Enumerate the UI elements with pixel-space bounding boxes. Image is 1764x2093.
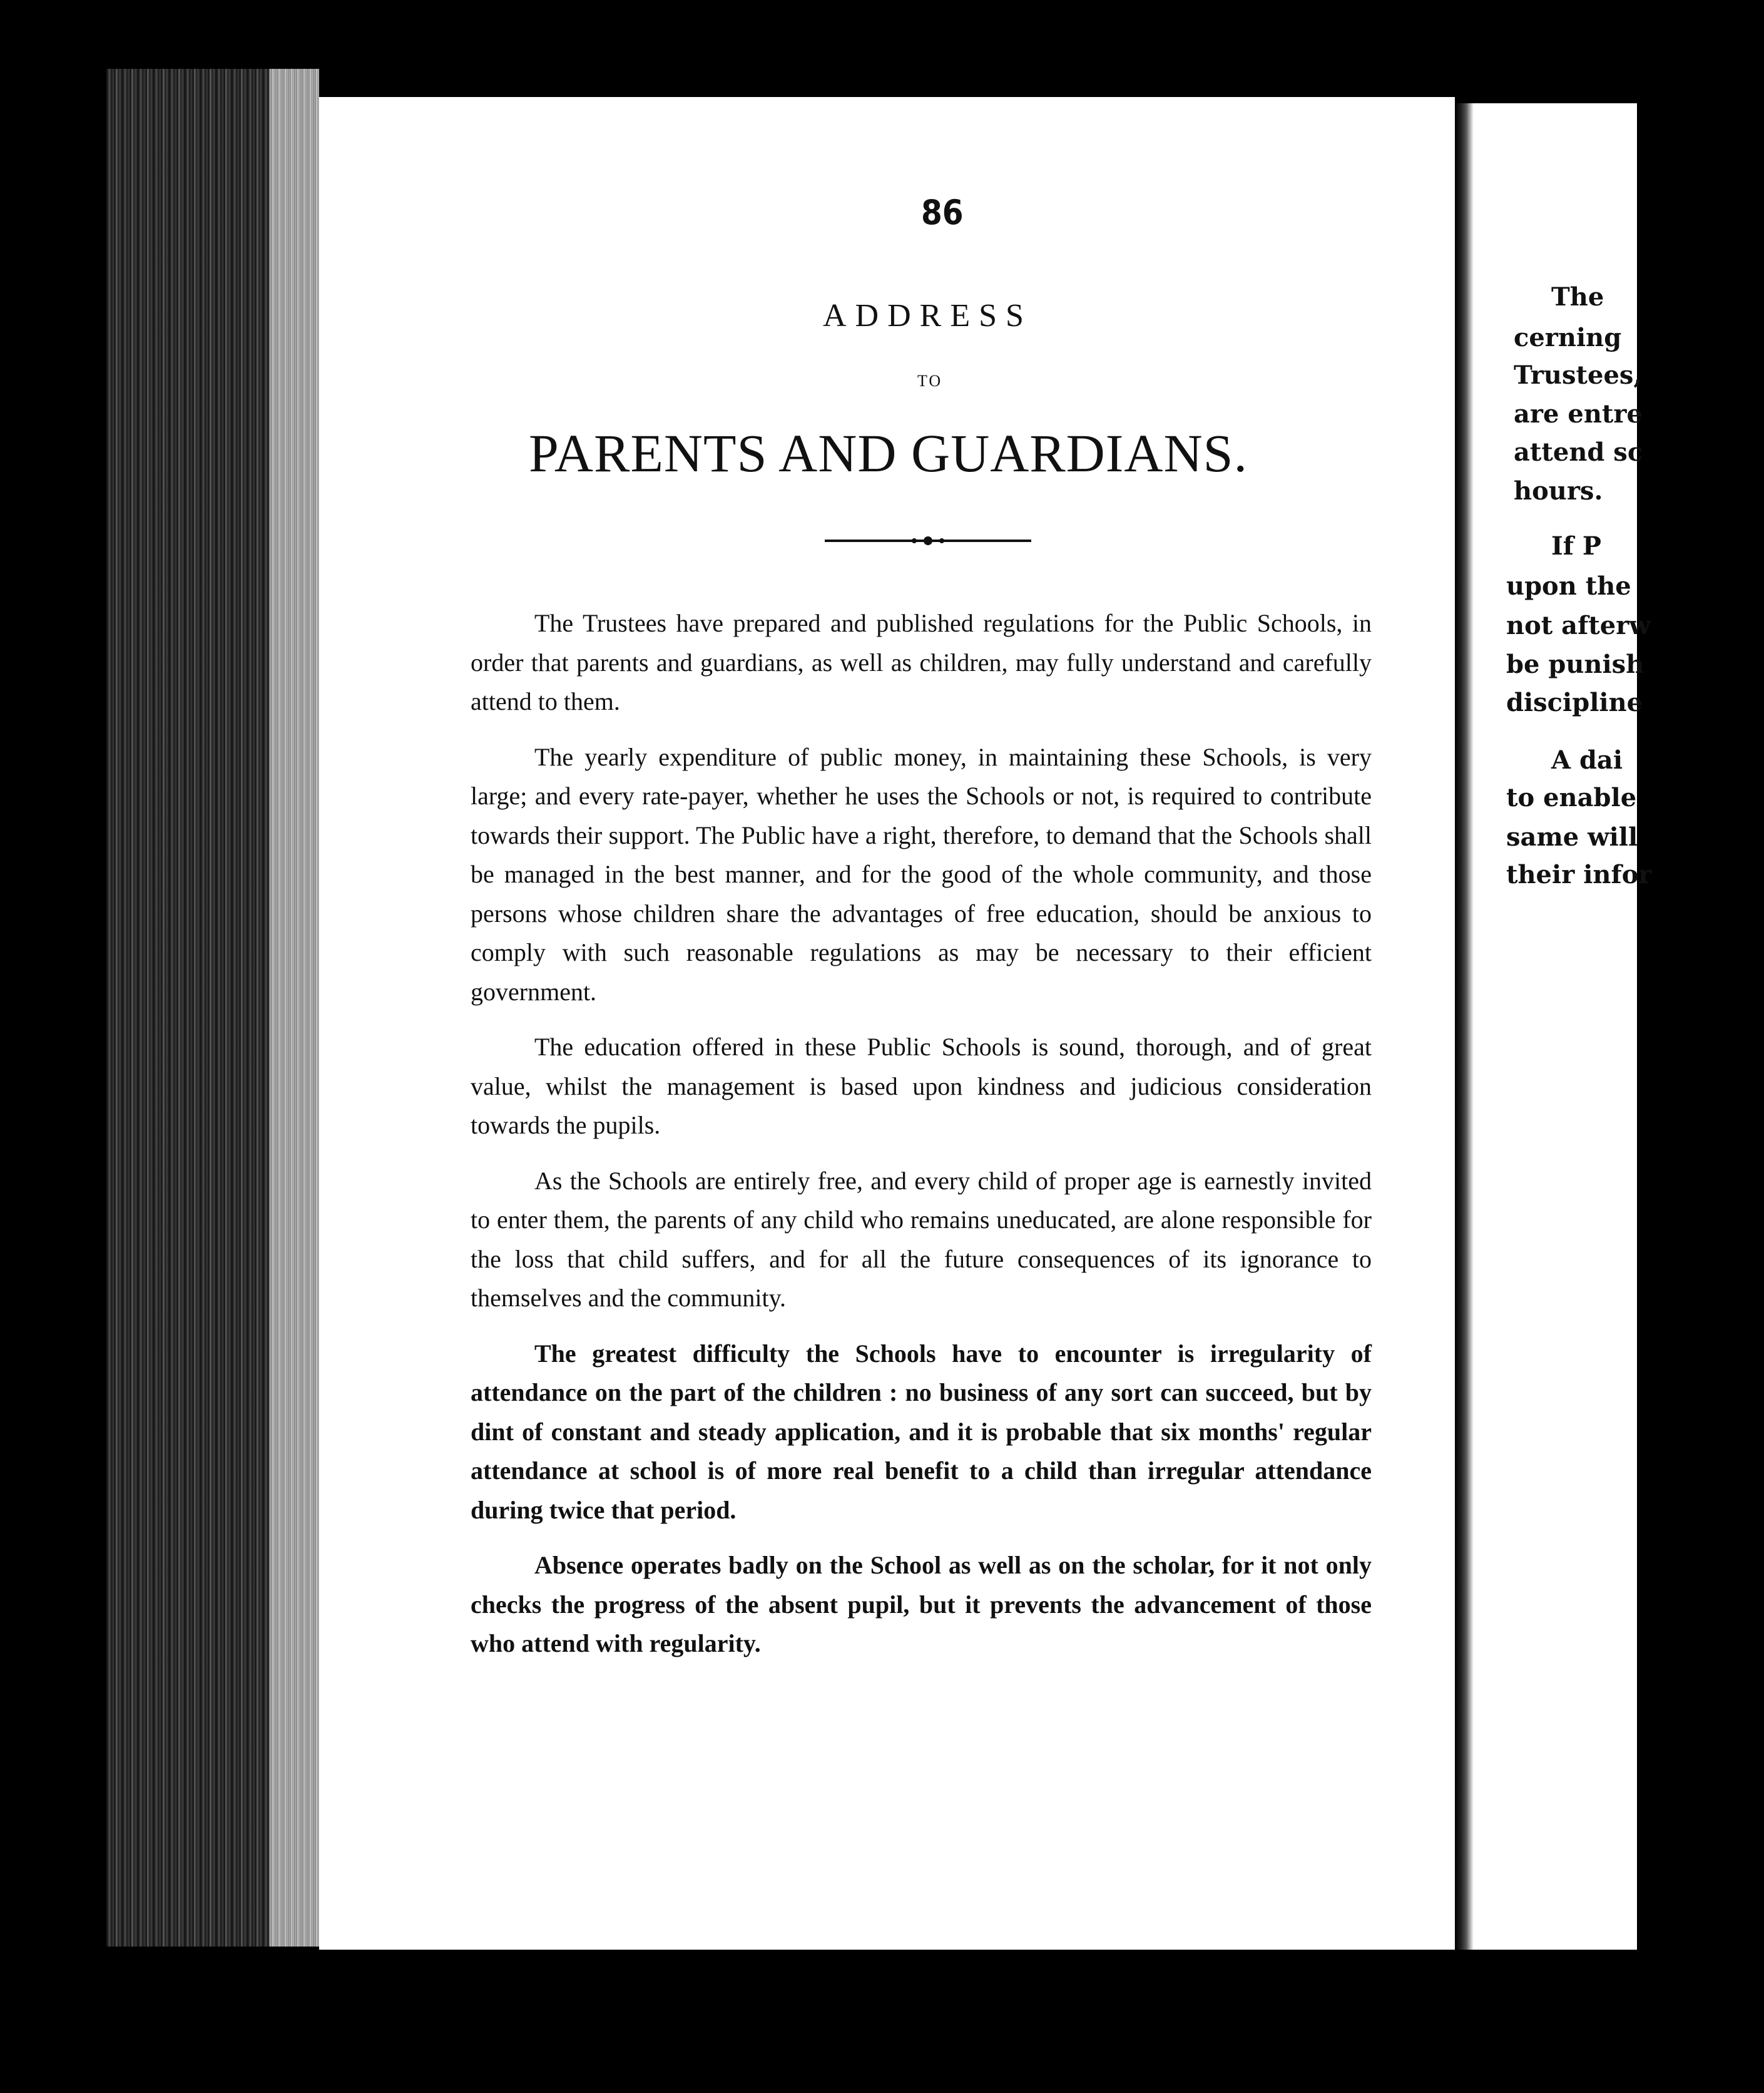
book-spine [106,69,319,1947]
right-page [1455,103,1652,1950]
paragraph: The education offered in these Public Schools is sound, thorough, and of great value, whilst the management is based upon kindness and judicious consideration towards the pupils. [471,1033,1372,1139]
right-line: cerning [1514,323,1622,352]
right-line: their infor [1506,860,1652,889]
page-title: PARENTS AND GUARDIANS. [529,423,1248,483]
right-line: not afterw [1506,611,1651,640]
divider-ornament-icon [825,536,1031,546]
page-gutter-shadow [1455,103,1474,1950]
title-address: ADDRESS [823,298,1032,334]
right-line: A dai [1551,745,1623,775]
paragraph: As the Schools are entirely free, and every child of proper age is earnestly invited to enter them, the parents of any child who remains uneducated, are alone responsible for the loss that child suffers, and for all the future consequences of its ignorance to themselves and the community. [471,1166,1372,1312]
paragraph: The yearly expenditure of public money, in maintaining these Schools, is very large; and every rate-payer, whether he uses the Schools or not, is required to contribute towards their support. The Public have a right, therefore, to demand that the Schools shall be managed in the best manner, and for the good of the whole community, and those persons whose children share the advantages of free education, should be anxious to comply with such reasonable regulations as may be necessary to their efficient government. [471,742,1372,1006]
right-line: The [1551,282,1604,312]
right-line: to enable [1506,783,1637,812]
right-line: are entre [1514,399,1643,429]
right-line: If P [1551,531,1601,561]
paragraph: Absence operates badly on the School as well as on the scholar, for it not only checks the progress of the absent pupil, but it prevents the advancement of those who attend with regularity. [471,1551,1372,1657]
paragraph: The greatest difficulty the Schools have to encounter is irregularity of attendance on the part of the children : no business of any sort can succeed, but by dint of constant and steady application, and it is probable that six months' regular attendance at school is of more real benefit to a child than irregular attendance during twice that period. [471,1339,1372,1524]
right-line: same will [1506,822,1638,852]
right-line: hours. [1514,476,1603,506]
right-line: discipline [1506,688,1643,717]
right-line: be punish [1506,650,1644,679]
right-line: Trustees, [1514,361,1643,390]
page-number: 86 [921,193,964,232]
right-line: attend sc [1514,438,1643,467]
title-to: TO [917,372,943,390]
right-line: upon the [1506,571,1631,601]
paragraph: The Trustees have prepared and published regulations for the Public Schools, in order that parents and guardians, as well as children, may fully understand and carefully attend to them. [471,609,1372,715]
address-body [471,604,1372,1680]
